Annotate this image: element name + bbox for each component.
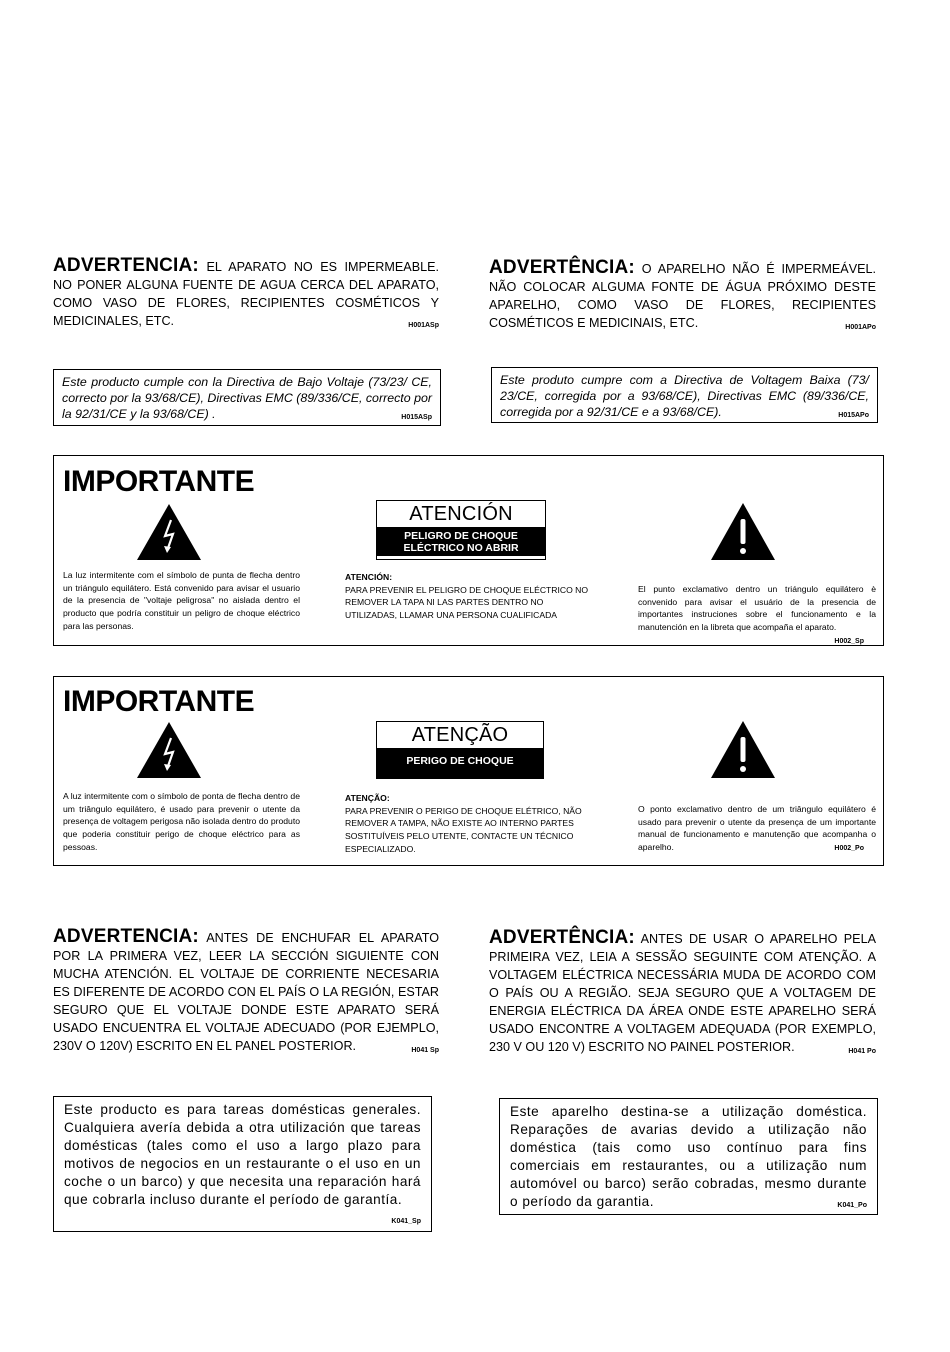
sp-water-warning-code: H001ASp bbox=[408, 322, 439, 329]
po-voltage-warning-code: H041 Po bbox=[848, 1048, 876, 1055]
sp-voltage-warning-code: H041 Sp bbox=[411, 1047, 439, 1054]
sp-voltage-warning-text: ANTES DE ENCHUFAR EL APARATO POR LA PRIMERA VEZ, LEER LA SECCIÓN SIGUIENTE CON MUCHA ATENCIÓN. EL VOLTAJE DE CORRIENTE NECESARIA ES DIFERENTE DE ACORDO CON EL PAÍS O LA REGIÓN, ESTAR SEGURO QUE EL VOLTAJE DONDE ESTE APARATO SERÁ USADO ENCUENTRA EL VOLTAJE ADECUADO (POR EJEMPLO, 230V O 120V) ESCRITO EN EL PANEL POSTERIOR. bbox=[53, 931, 439, 1053]
lightning-warning-icon bbox=[137, 504, 201, 560]
po-voltage-warning bbox=[489, 929, 876, 1061]
sp-important-middle-text: PARA PREVENIR EL PELIGRO DE CHOQUE ELÉCTRICO NO REMOVER LA TAPA NI LAS PARTES DENTRO NO UTILIZADAS, LLAMAR UNA PERSONA CUALIFICADA bbox=[345, 584, 589, 621]
sp-important-middle bbox=[345, 571, 593, 622]
po-water-warning-code: H001APo bbox=[845, 324, 876, 331]
sp-water-warning-heading: ADVERTENCIA: bbox=[53, 255, 199, 276]
po-important-right bbox=[638, 803, 876, 856]
po-domestic-code: K041_Po bbox=[837, 1202, 867, 1209]
po-voltage-warning-heading: ADVERTÊNCIA: bbox=[489, 927, 635, 948]
po-voltage-warning-text: ANTES DE USAR O APARELHO PELA PRIMEIRA VEZ, LEIA A SESSÃO SEGUINTE COM ATENÇÃO. A VOLTAGEM ELÉCTRICA NECESSÁRIA MUDA DE ACORDO COM O PAÍS OU A REGIÃO. SEJA SEGURO QUE A VOLTAGEM DE ENERGIA ELÉCTRICA DA ÁREA ONDE ESTE APARELHO SERÁ USADO ENCONTRE A VOLTAGEM ADEQUADA (POR EXEMPLO, 230 V OU 120 V) ESCRITO NO PAINEL POSTERIOR. bbox=[489, 932, 876, 1054]
po-caution-subtitle bbox=[377, 748, 543, 778]
sp-caution-subtitle bbox=[377, 527, 545, 556]
sp-important-code: H002_Sp bbox=[834, 637, 864, 645]
po-caution-sub-1: PERIGO DE CHOQUE bbox=[406, 755, 514, 767]
sp-caution-sub-1: PELIGRO DE CHOQUE bbox=[404, 530, 518, 542]
po-directive-code: H015APo bbox=[838, 412, 869, 419]
sp-directive-code: H015ASp bbox=[401, 414, 432, 421]
sp-domestic-text: Este producto es para tareas domésticas generales. Cualquiera avería debida a otra utilización que tareas domésticas (tales como el uso a largo plazo para motivos de negocios en un restaurante o el uso en un coche o un barco) y que necesita una reparación hará que cobrarla incluso durante el período de garantía. bbox=[64, 1102, 421, 1207]
sp-important-left-text: La luz intermitente com el símbolo de punta de flecha dentro un triángulo equilátero. Está convenido para avisar el usuario de la presencia de "voltaje peligrosa" no aislada dentro el producto que podría constituir un peligro de choque eléctrico para las personas. bbox=[63, 570, 300, 631]
exclamation-warning-icon bbox=[711, 721, 775, 778]
po-important-panel bbox=[53, 676, 884, 866]
sp-important-panel bbox=[53, 455, 884, 646]
sp-important-title: IMPORTANTE bbox=[63, 465, 255, 498]
sp-voltage-warning-heading: ADVERTENCIA: bbox=[53, 926, 199, 947]
po-important-right-text: O ponto exclamativo dentro de um triângulo equilátero é usado para prevenir o utente da presença de um importante manual de funcionamento e manutenção que acompanha o aparelho. bbox=[638, 804, 876, 853]
sp-voltage-warning bbox=[53, 928, 439, 1060]
po-water-warning-heading: ADVERTÊNCIA: bbox=[489, 257, 635, 278]
sp-caution-label bbox=[376, 500, 546, 560]
po-important-title: IMPORTANTE bbox=[63, 685, 255, 718]
sp-important-right bbox=[638, 583, 876, 649]
po-domestic-box bbox=[499, 1098, 878, 1215]
sp-domestic-box bbox=[53, 1096, 432, 1232]
po-important-middle-text: PARA PREVENIR O PERIGO DE CHOQUE ELÉTRICO, NÃO REMOVER A TAMPA, NÃO EXISTE AO INTERNO PARTES SOSTITUÍVEIS PELO UTENTE, CONTACTE UN TÉCNICO ESPECIALIZADO. bbox=[345, 805, 582, 854]
po-directive-text: Este produto cumpre com a Directiva de Voltagem Baixa (73/ 23/CE, corregida por a 93/68/CE), Directivas EMC (89/336/CE, corregida por a 92/31/CE e a 93/68/CE). bbox=[500, 373, 869, 419]
po-directive-box bbox=[491, 367, 878, 423]
po-important-left-text: A luz intermitente com o símbolo de ponta de flecha dentro de um triângulo equilátero, é usado para prevenir o utente da presença de voltagem perigosa não isolada dentro do produto que poderia constituir perigo de choque eléctrico para as pessoas. bbox=[63, 791, 300, 852]
exclamation-warning-icon bbox=[711, 503, 775, 560]
sp-important-middle-label: ATENCIÓN: bbox=[345, 572, 393, 582]
sp-important-right-text: El punto exclamativo dentro un triángulo equilátero è convenido para avisar el usuário de la presencia de importantes instruciones sobre el funcionamento e la manutención en la libreta que acompaña el aparato. bbox=[638, 584, 876, 633]
sp-directive-text: Este producto cumple con la Directiva de Bajo Voltaje (73/23/ CE, correcto por la 93/68/CE), Directivas EMC (89/336/CE, correcto por la 92/31/CE y la 93/68/CE) . bbox=[62, 375, 432, 421]
sp-water-warning-text: EL APARATO NO ES IMPERMEABLE. NO PONER ALGUNA FUENTE DE AGUA CERCA DEL APARATO, COMO VASO DE FLORES, RECIPIENTES COSMÉTICOS Y MEDICINALES, ETC. bbox=[53, 260, 439, 328]
po-water-warning-text: O APARELHO NÃO É IMPERMEÁVEL. NÃO COLOCAR ALGUMA FONTE DE ÁGUA PRÓXIMO DESTE APARELHO, COMO VASO DE FLORES, RECIPIENTES COSMÉTICOS E MEDICINAIS, ETC. bbox=[489, 262, 877, 330]
po-important-middle-label: ATENÇÃO: bbox=[345, 793, 390, 803]
po-domestic-text: Este aparelho destina-se a utilização doméstica. Reparações de avarias devido a utilização não doméstica (tais como uso contínuo para fins comerciais em restaurantes, ou a utilização num automóvel ou barco) serão cobradas, mesmo durante o período da garantia. bbox=[510, 1104, 867, 1209]
po-important-code: H002_Po bbox=[834, 845, 864, 853]
po-important-middle bbox=[345, 792, 593, 856]
sp-caution-sub-2: ELÉCTRICO NO ABRIR bbox=[403, 542, 519, 554]
po-water-warning bbox=[489, 259, 876, 337]
sp-domestic-code: K041_Sp bbox=[391, 1218, 421, 1225]
lightning-warning-icon bbox=[137, 722, 201, 778]
po-caution-title: ATENÇÃO bbox=[411, 724, 509, 746]
po-caution-label bbox=[376, 721, 544, 779]
sp-water-warning bbox=[53, 257, 439, 335]
sp-caution-title: ATENCIÓN bbox=[409, 503, 513, 525]
sp-directive-box bbox=[53, 369, 441, 426]
